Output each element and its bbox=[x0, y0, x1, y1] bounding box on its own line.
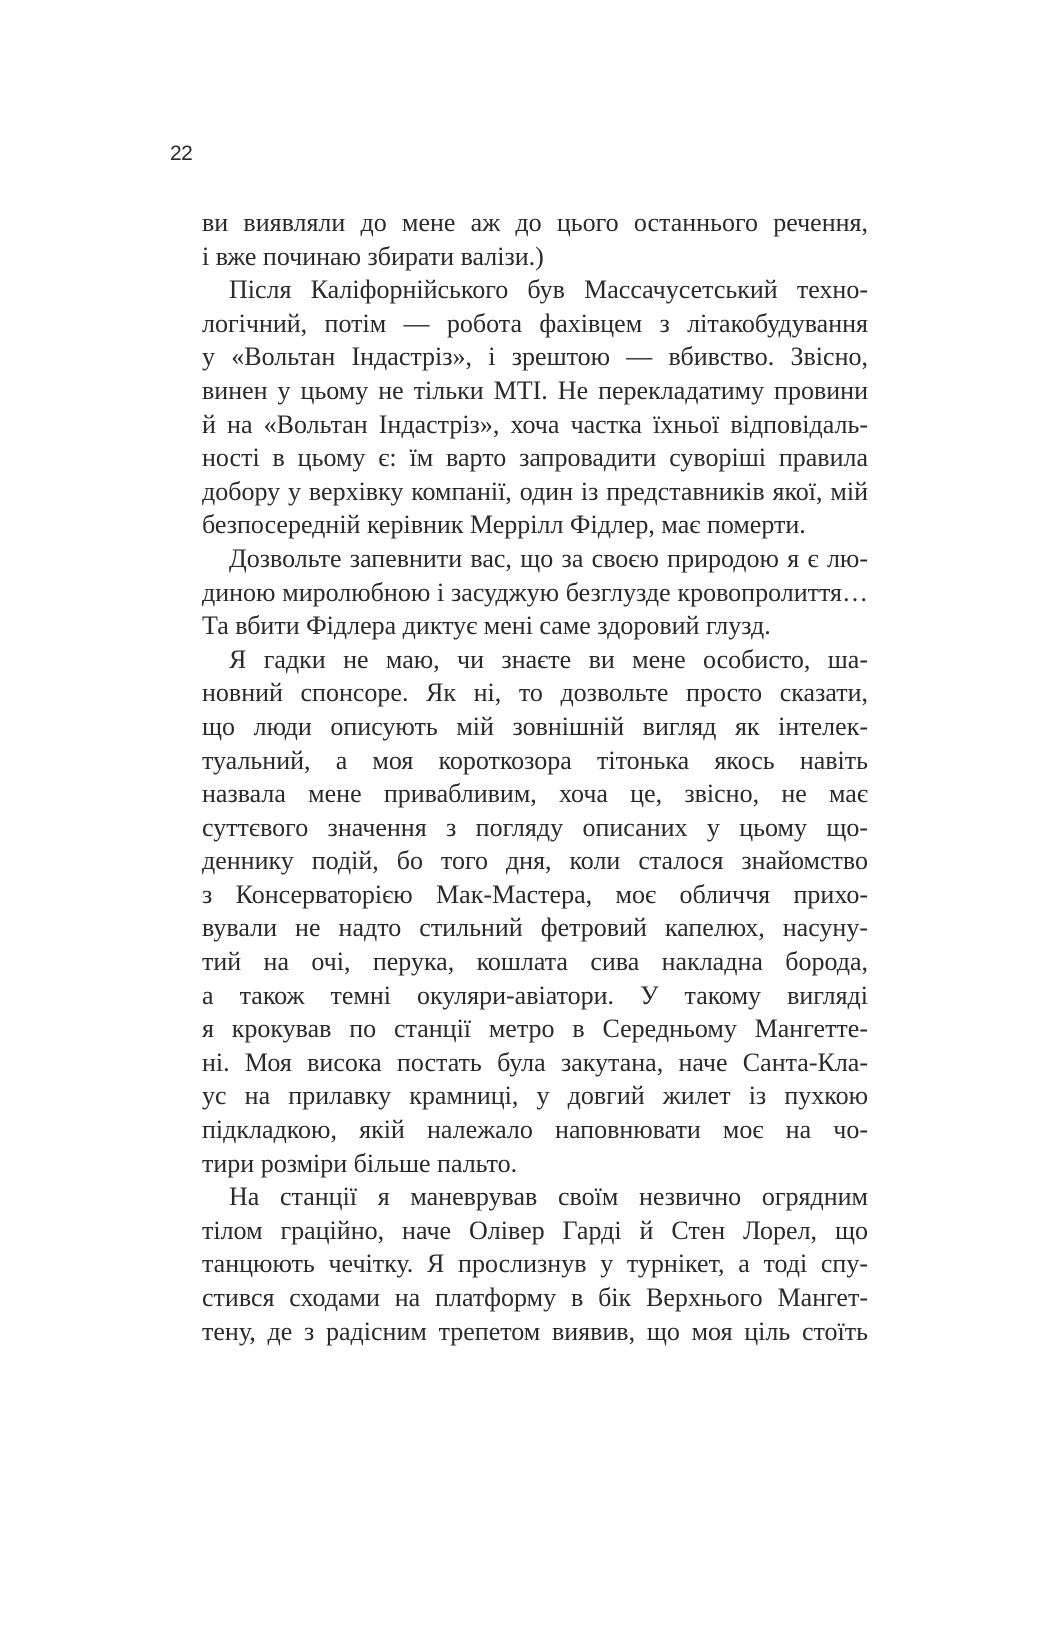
text-line: ви виявляли до мене аж до цього останнього речення, bbox=[202, 208, 868, 237]
text-line: а також темні окуляри-авіатори. У такому вигляді bbox=[202, 980, 868, 1010]
text-line: тий на очі, перука, кошлата сива накладна борода, bbox=[202, 947, 868, 977]
text-line: Після Каліфорнійського був Массачусетський техно- bbox=[229, 275, 868, 305]
page-number: 22 bbox=[170, 142, 193, 165]
paragraph bbox=[202, 1180, 868, 1348]
text-line: й на «Вольтан Індастріз», хоча частка їхньої відповідаль- bbox=[202, 409, 868, 439]
text-line: новний спонсоре. Як ні, то дозвольте просто сказати, bbox=[202, 678, 868, 708]
text-line: тири розміри більше пальто. bbox=[202, 1148, 518, 1178]
text-line: я крокував по станції метро в Середньому Мангетте- bbox=[202, 1014, 868, 1044]
body-text bbox=[202, 206, 868, 1348]
text-line: що люди описують мій зовнішній вигляд як інтелек- bbox=[202, 711, 868, 741]
text-line: ні. Моя висока постать була закутана, наче Санта-Кла- bbox=[202, 1047, 868, 1077]
text-line: тену, де з радісним трепетом виявив, що моя ціль стоїть bbox=[202, 1316, 868, 1346]
text-line: суттєвого значення з погляду описаних у цьому що- bbox=[202, 812, 868, 842]
text-line: винен у цьому не тільки МТІ. Не перекладатиму провини bbox=[202, 375, 868, 405]
text-line: ності в цьому є: їм варто запровадити суворіші правила bbox=[202, 443, 868, 473]
text-line: деннику подій, бо того дня, коли сталося знайомство bbox=[202, 846, 868, 876]
text-line: і вже починаю збирати валізи.) bbox=[202, 241, 544, 271]
text-line: назвала мене привабливим, хоча це, звісно, не має bbox=[202, 779, 868, 809]
text-line: Та вбити Фідлера диктує мені саме здоровий глузд. bbox=[202, 611, 771, 641]
text-line: підкладкою, якій належало наповнювати моє на чо- bbox=[202, 1115, 868, 1145]
text-line: стився сходами на платформу в бік Верхнього Мангет- bbox=[202, 1283, 868, 1312]
text-line: з Консерваторією Мак-Мастера, моє обличчя прихо- bbox=[202, 879, 868, 909]
text-line: танцюють чечітку. Я прослизнув у турнікет, а тоді спу- bbox=[202, 1249, 868, 1279]
text-line: добору у верхівку компанії, один із представників якої, мій bbox=[202, 476, 868, 506]
text-line: Дозвольте запевнити вас, що за своєю природою я є лю- bbox=[229, 543, 868, 573]
text-line: диною миролюбною і засуджую безглузде кровопролиття… bbox=[202, 577, 868, 607]
paragraph bbox=[202, 206, 868, 273]
text-line: тілом граційно, наче Олівер Гарді й Стен Лорел, що bbox=[202, 1215, 868, 1245]
text-line: ус на прилавку крамниці, у довгий жилет із пухкою bbox=[202, 1081, 868, 1111]
text-line: у «Вольтан Індастріз», і зрештою — вбивство. Звісно, bbox=[202, 342, 868, 372]
text-line: Я гадки не маю, чи знаєте ви мене особисто, ша- bbox=[229, 644, 868, 674]
text-line: вували не надто стильний фетровий капелюх, насуну- bbox=[202, 913, 868, 943]
paragraph bbox=[202, 273, 868, 542]
text-line: туальний, а моя короткозора тітонька якось навіть bbox=[202, 745, 868, 775]
text-line: логічний, потім — робота фахівцем з літакобудування bbox=[202, 308, 868, 338]
paragraph bbox=[202, 643, 868, 1181]
text-line: На станції я маневрував своїм незвично огрядним bbox=[229, 1182, 868, 1212]
text-line: безпосередній керівник Меррілл Фідлер, має померти. bbox=[202, 510, 806, 540]
paragraph bbox=[202, 542, 868, 643]
